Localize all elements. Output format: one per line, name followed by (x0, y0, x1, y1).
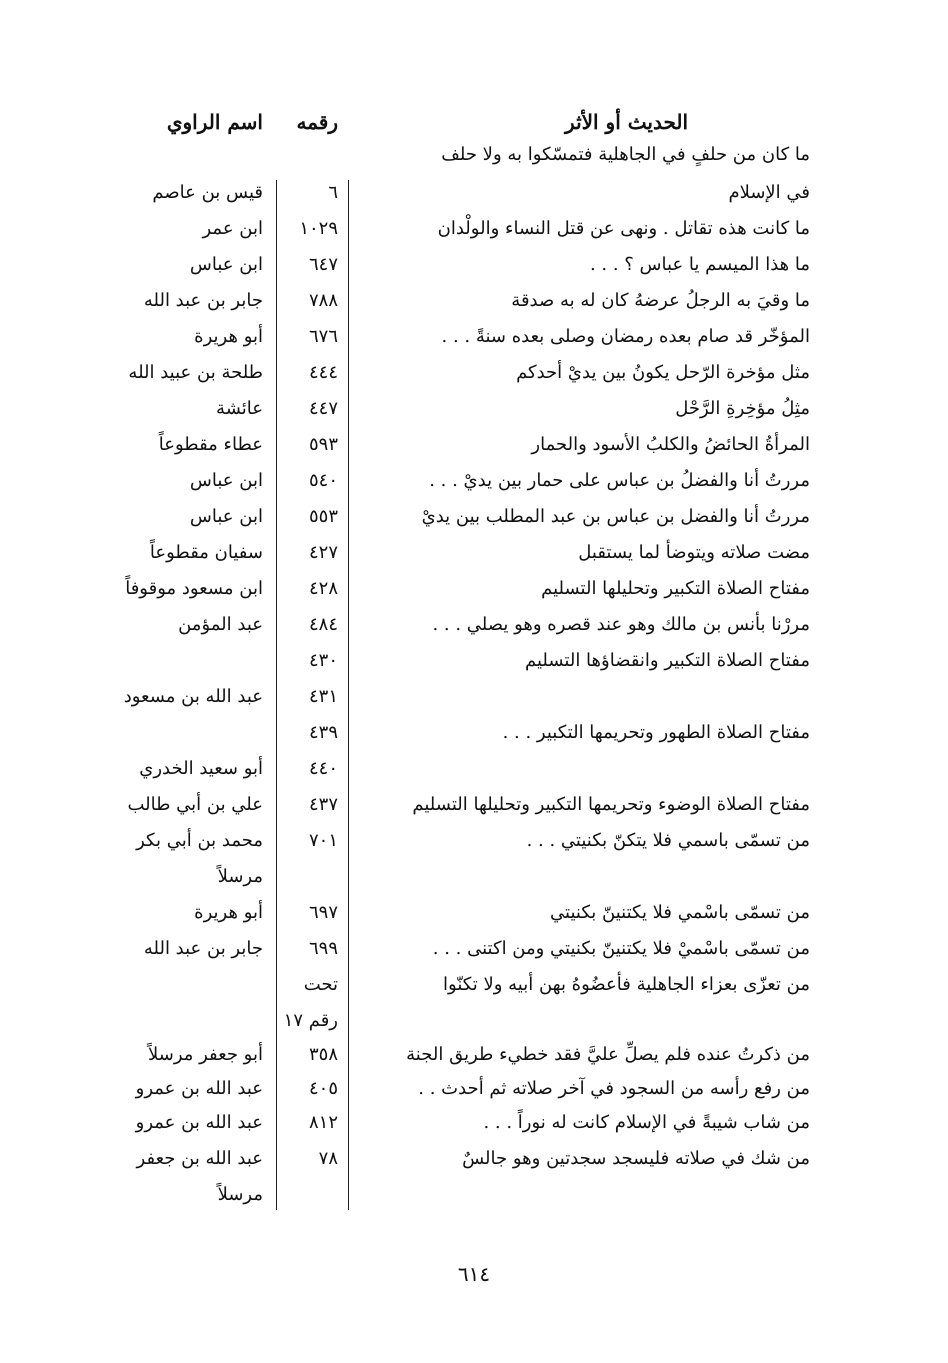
narrator-name: علي بن أبي طالب (127, 794, 263, 815)
hadith-number: ٣٥٨ (308, 1044, 338, 1065)
column-divider-left (276, 180, 277, 1210)
narrator-name: أبو هريرة (194, 902, 263, 923)
hadith-number: ٤٤٠ (308, 758, 338, 779)
narrator-name: جابر بن عبد الله (143, 938, 263, 959)
narrator-name: عبد الله بن عمرو (135, 1078, 263, 1099)
hadith-line: من شاب شيبةً في الإسلام كانت له نوراً . . . (483, 1112, 810, 1133)
hadith-line: ما كانت هذه تقاتل . ونهى عن قتل النساء والولْدان (437, 218, 810, 239)
hadith-number: ٤٣٩ (308, 722, 338, 743)
hadith-number: ٧٠١ (308, 830, 338, 851)
narrator-name: ابن عباس (189, 254, 263, 275)
hadith-line: مررتُ أنا والفضلُ بن عباس على حمار بين يديْ . . . (429, 470, 810, 491)
hadith-line: ما هذا الميسم يا عباس ؟ . . . (589, 254, 810, 275)
hadith-line: مررْنا بأنس بن مالك وهو عند قصره وهو يصلي . . . (432, 614, 810, 635)
header-narrator: اسم الراوي (166, 110, 263, 134)
hadith-line: مفتاح الصلاة التكبير وانقضاؤها التسليم (524, 650, 810, 671)
hadith-line: مثِلُ مؤخِرةِ الرَّحْل (675, 398, 810, 419)
hadith-line: مفتاح الصلاة الطهور وتحريمها التكبير . . . (502, 722, 810, 743)
narrator-name: ابن عمر (202, 218, 263, 239)
narrator-name: أبو سعيد الخدري (139, 758, 263, 779)
hadith-number: ٧٨ (318, 1148, 338, 1169)
header-hadith: الحديث أو الأثر (565, 110, 688, 134)
hadith-number: ٤٤٧ (308, 398, 338, 419)
hadith-number: ٧٨٨ (308, 290, 338, 311)
narrator-name: عبد الله بن جعفر (136, 1148, 263, 1169)
hadith-number: ٥٤٠ (308, 470, 338, 491)
hadith-number: ٤٨٤ (308, 614, 338, 635)
hadith-number: ٤٠٥ (308, 1078, 338, 1099)
narrator-name: عائشة (216, 398, 263, 419)
narrator-name: مرسلاً (217, 1184, 263, 1205)
hadith-number: ٤٣٧ (308, 794, 338, 815)
hadith-line: مررتُ أنا والفضل بن عباس بن عبد المطلب بين يديْ (421, 506, 810, 527)
hadith-line: المرأةُ الحائضُ والكلبُ الأسود والحمار (531, 434, 810, 455)
hadith-line: في الإسلام (728, 182, 810, 203)
hadith-line: من تعزّى بعزاء الجاهلية فأعضُوهُ بهن أبيه ولا تكنّوا (443, 974, 810, 995)
hadith-number: ٤٢٨ (308, 578, 338, 599)
narrator-name: أبو هريرة (194, 326, 263, 347)
hadith-line: ما وقيَ به الرجلُ عرضهُ كان له به صدقة (511, 290, 810, 311)
hadith-number: ٥٩٣ (308, 434, 338, 455)
narrator-name: محمد بن أبي بكر (136, 830, 263, 851)
narrator-name: قيس بن عاصم (152, 182, 263, 203)
hadith-number: ٤٣١ (308, 686, 338, 707)
hadith-line: مفتاح الصلاة الوضوء وتحريمها التكبير وتحليلها التسليم (412, 794, 810, 815)
narrator-name: عبد المؤمن (178, 614, 263, 635)
hadith-number: ٦٧٦ (308, 326, 338, 347)
hadith-number: ٥٥٣ (308, 506, 338, 527)
hadith-number: ١٠٢٩ (299, 218, 338, 239)
hadith-line: من شك في صلاته فليسجد سجدتين وهو جالسٌ (462, 1148, 810, 1169)
narrator-name: ابن عباس (189, 470, 263, 491)
narrator-name: مرسلاً (217, 866, 263, 887)
hadith-number: ٤٢٧ (308, 542, 338, 563)
hadith-number: تحت (303, 974, 338, 995)
hadith-line: مثل مؤخرة الرّحل يكونُ بين يديْ أحدكم (516, 362, 810, 383)
hadith-line: من رفع رأسه من السجود في آخر صلاته ثم أحدث . . (418, 1078, 810, 1099)
hadith-line: من تسمّى باسْمي فلا يكتنينّ بكنيتي (550, 902, 810, 923)
narrator-name: ابن عباس (189, 506, 263, 527)
hadith-number: ٦٩٧ (308, 902, 338, 923)
hadith-line: مضت صلاته ويتوضأ لما يستقبل (578, 542, 810, 563)
narrator-name: عبد الله بن مسعود (123, 686, 263, 707)
hadith-number: ٦٤٧ (308, 254, 338, 275)
narrator-name: جابر بن عبد الله (143, 290, 263, 311)
hadith-number: ٨١٢ (308, 1112, 338, 1133)
hadith-number: ٦ (328, 182, 338, 203)
hadith-number: ٤٤٤ (308, 362, 338, 383)
narrator-name: أبو جعفر مرسلاً (148, 1044, 263, 1065)
hadith-line: ما كان من حلفٍ في الجاهلية فتمسّكوا به ولا حلف (441, 144, 810, 165)
hadith-line: من تسمّى باسمي فلا يتكنّ بكنيتي . . . (526, 830, 810, 851)
narrator-name: سفيان مقطوعاً (149, 542, 263, 563)
narrator-name: طلحة بن عبيد الله (128, 362, 263, 383)
hadith-line: المؤخّر قد صام بعده رمضان وصلى بعده سنةً . . . (441, 326, 810, 347)
header-number: رقمه (296, 110, 338, 134)
hadith-line: من ذكرتُ عنده فلم يصلِّ عليَّ فقد خطيء طريق الجنة (406, 1044, 810, 1065)
hadith-number: ٤٣٠ (308, 650, 338, 671)
hadith-line: مفتاح الصلاة التكبير وتحليلها التسليم (541, 578, 810, 599)
hadith-number: رقم ١٧ (283, 1010, 338, 1031)
column-divider-right (348, 180, 349, 1210)
page-number: ٦١٤ (457, 1262, 491, 1286)
hadith-line: من تسمّى باسْميْ فلا يكتنينّ بكنيتي ومن اكتنى . . . (432, 938, 810, 959)
narrator-name: عبد الله بن عمرو (135, 1112, 263, 1133)
hadith-number: ٦٩٩ (308, 938, 338, 959)
narrator-name: عطاء مقطوعاً (158, 434, 263, 455)
narrator-name: ابن مسعود موقوفاً (125, 578, 263, 599)
